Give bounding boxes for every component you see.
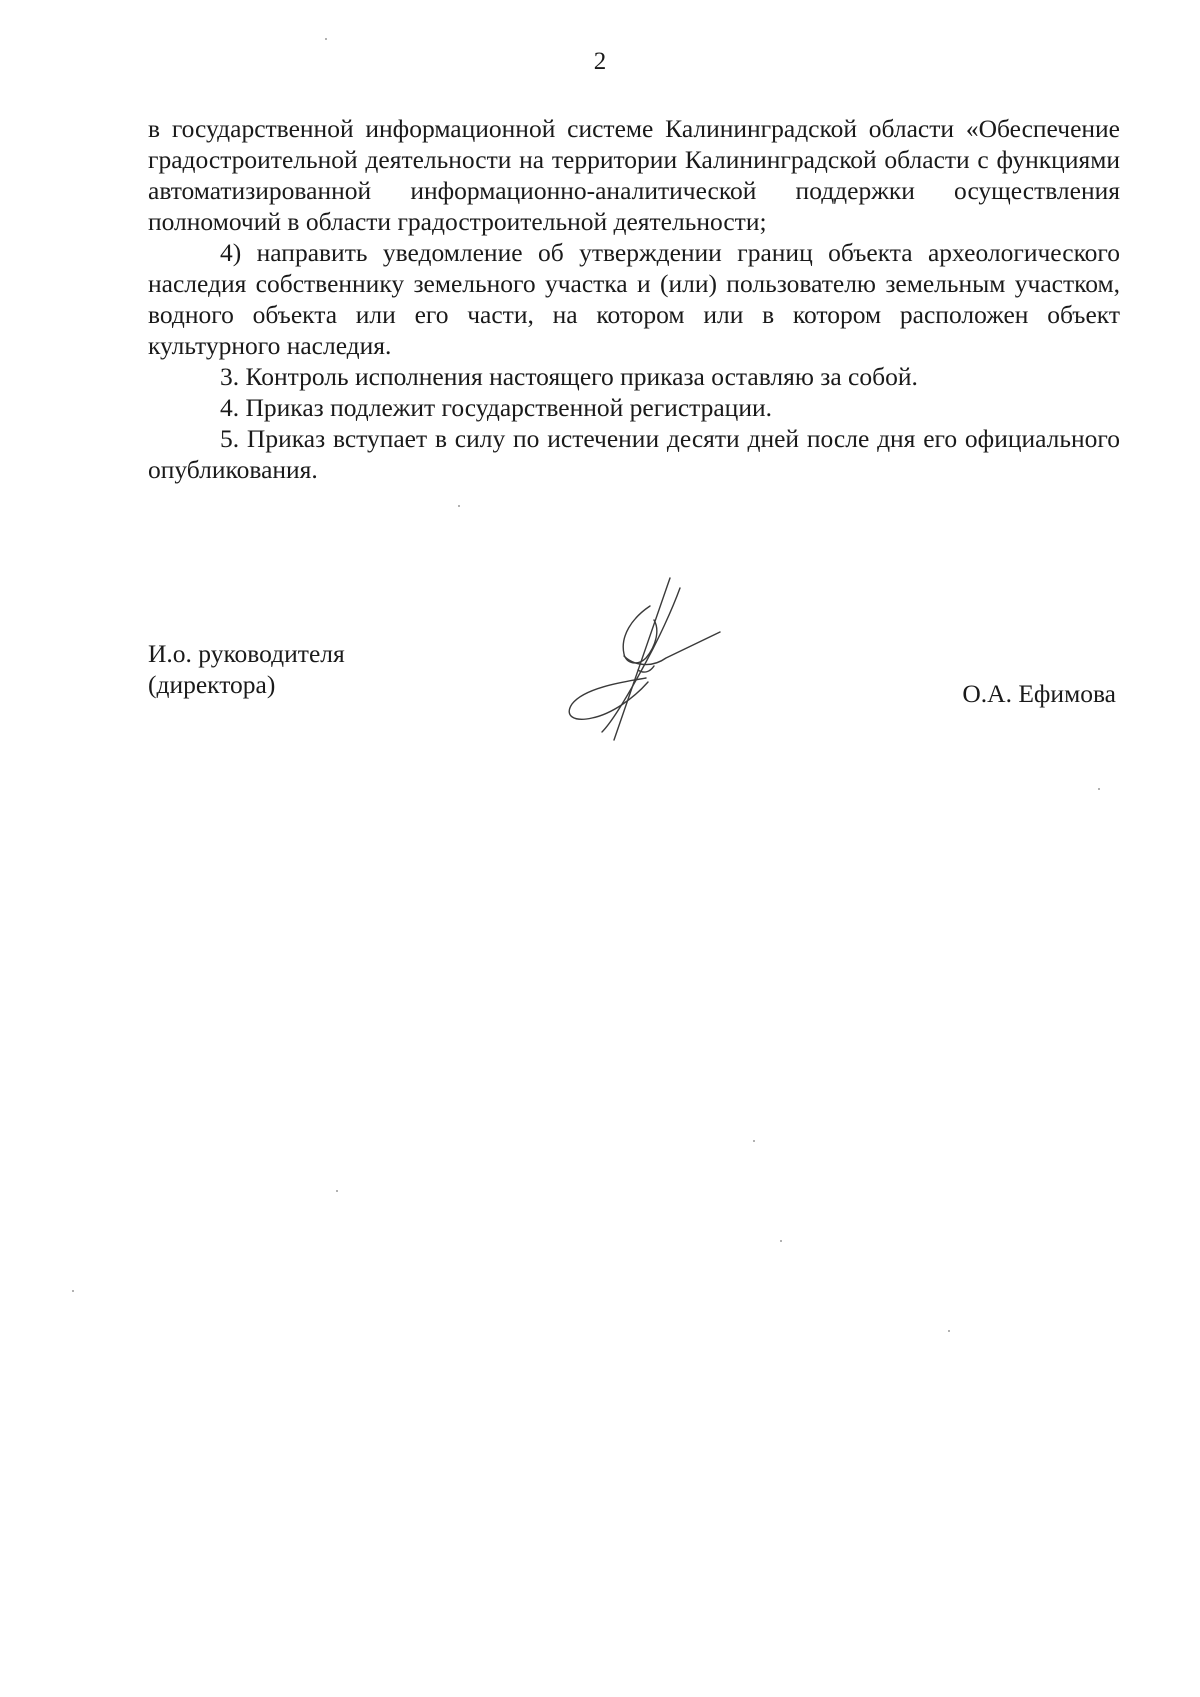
paragraph-clause-5: 5. Приказ вступает в силу по истечении десяти дней после дня его официального опубликования. xyxy=(148,424,1120,484)
handwritten-signature xyxy=(562,570,742,750)
paragraph-item-4: 4) направить уведомление об утверждении границ объекта археологического наследия собственнику земельного участка и (или) пользователю земельным участком, водного объекта или его части, на котором или в котором расположен объект культурного наследия. xyxy=(148,238,1120,360)
signer-name: О.А. Ефимова xyxy=(962,679,1116,708)
document-body xyxy=(148,113,1120,485)
signer-title xyxy=(148,638,345,700)
signer-title-line-2: (директора) xyxy=(148,670,276,699)
signer-title-line-1: И.о. руководителя xyxy=(148,639,345,668)
page-number: 2 xyxy=(593,48,607,75)
paragraph-clause-3: 3. Контроль исполнения настоящего приказа оставляю за собой. xyxy=(220,362,918,391)
paragraph-continuation: в государственной информационной системе Калининградской области «Обеспечение градостроительной деятельности на территории Калининградской области с функциями автоматизированной информационно-аналитической поддержки осуществления полномочий в области градостроительной деятельности; xyxy=(148,114,1120,236)
paragraph-clause-4: 4. Приказ подлежит государственной регистрации. xyxy=(220,393,772,422)
